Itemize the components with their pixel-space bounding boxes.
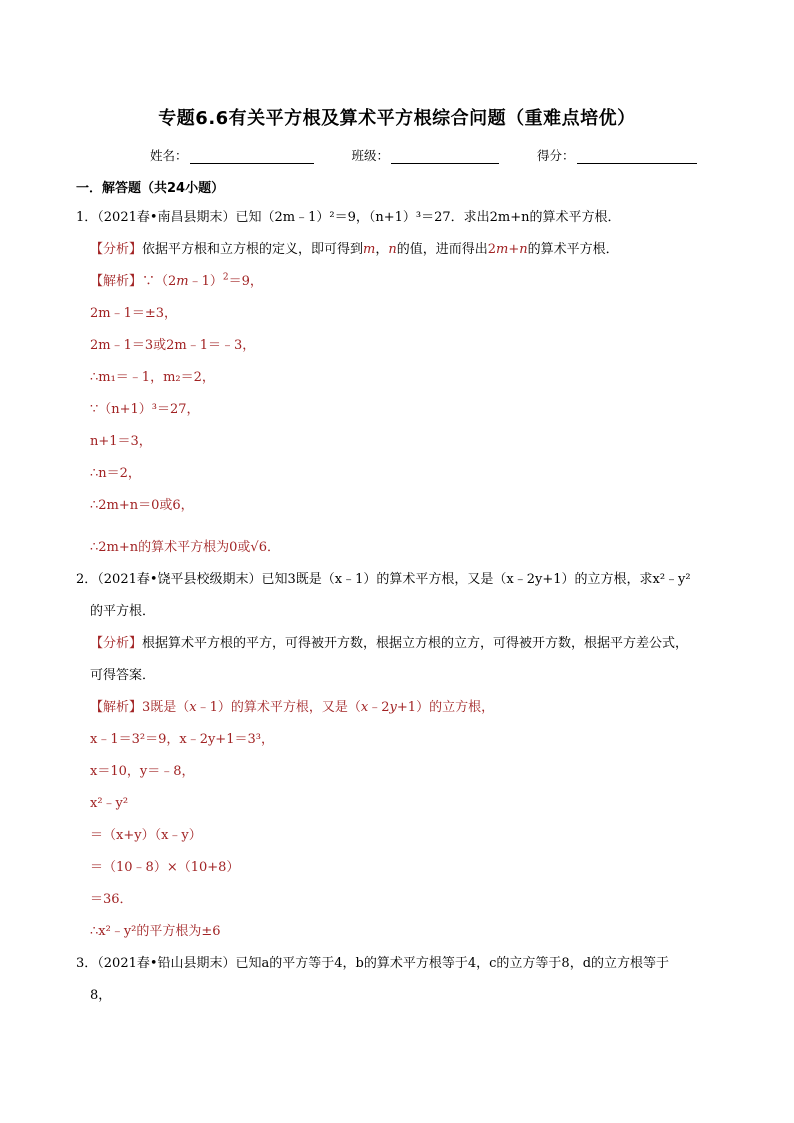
name-field[interactable]: [150, 146, 314, 164]
q1-conclusion: ∴2m+n的算术平方根为0或√6．: [90, 540, 280, 555]
q2-step-4: ＝（x+y）（x﹣y）: [90, 828, 202, 843]
question-3: 3．（2021春•铅山县期末）已知a的平方等于4，b的算术平方根等于4，c的立方等于8，d的立方根等于: [76, 956, 670, 971]
q2-step-2: x＝10，y＝﹣8，: [90, 764, 195, 779]
score-field[interactable]: [537, 146, 697, 164]
q1-step-1: 2m﹣1＝±3，: [90, 306, 178, 321]
name-label: 姓名：: [150, 148, 188, 163]
question-2: 2．（2021春•饶平县校级期末）已知3既是（x﹣1）的算术平方根，又是（x﹣2y+1）的立方根，求x²﹣y²: [76, 572, 691, 587]
q1-step-4: ∵（n+1）³＝27，: [90, 402, 200, 417]
q2-step-6: ＝36．: [90, 892, 133, 907]
class-field[interactable]: [352, 146, 500, 164]
q2-conclusion: ∴x²﹣y²的平方根为±6: [90, 924, 221, 939]
q1-step-3: ∴m₁＝﹣1，m₂＝2，: [90, 370, 215, 385]
q1-analysis: 【分析】依据平方根和立方根的定义，即可得到m，n的值，进而得出2m+n的算术平方根．: [90, 242, 619, 257]
q1-step-7: ∴2m+n＝0或6，: [90, 498, 194, 513]
question-2-cont: 的平方根．: [90, 604, 156, 619]
q2-step-5: ＝（10﹣8）×（10+8）: [90, 860, 240, 875]
q1-solution-start: 【解析】∵（2m﹣1）$^2$＝9，: [90, 272, 263, 289]
q2-analysis-cont: 可得答案．: [90, 668, 156, 683]
question-3-cont: 8，: [90, 988, 112, 1003]
section-heading: 一．解答题（共24小题）: [76, 181, 225, 196]
q1-analysis-text: 依据平方根和立方根的定义，即可得到m，n的值，进而得出2m+n的算术平方根．: [142, 242, 619, 257]
q2-analysis: 【分析】根据算术平方根的平方，可得被开方数，根据立方根的立方，可得被开方数，根据平方差公式，: [90, 636, 689, 651]
q2-solution-start: 【解析】3既是（x﹣1）的算术平方根，又是（x﹣2y+1）的立方根，: [90, 700, 495, 715]
q2-step-1: x﹣1＝3²＝9，x﹣2y+1＝3³，: [90, 732, 274, 747]
q2-step-3: x²﹣y²: [90, 796, 129, 811]
name-blank[interactable]: [190, 149, 314, 164]
student-info-row: [150, 146, 710, 164]
class-label: 班级：: [351, 148, 390, 163]
q1-step-2: 2m﹣1＝3或2m﹣1＝﹣3，: [90, 338, 256, 353]
q1-step-6: ∴n＝2，: [90, 466, 141, 481]
score-blank[interactable]: [577, 149, 697, 164]
class-blank[interactable]: [391, 149, 499, 164]
page-title: 专题6.6有关平方根及算术平方根综合问题（重难点培优）: [158, 108, 636, 129]
question-1: 1．（2021春•南昌县期末）已知（2m﹣1）²＝9，（n+1）³＝27．求出2m+n的算术平方根．: [76, 210, 621, 225]
score-label: 得分：: [537, 148, 575, 163]
q1-step-5: n+1＝3，: [90, 434, 152, 449]
